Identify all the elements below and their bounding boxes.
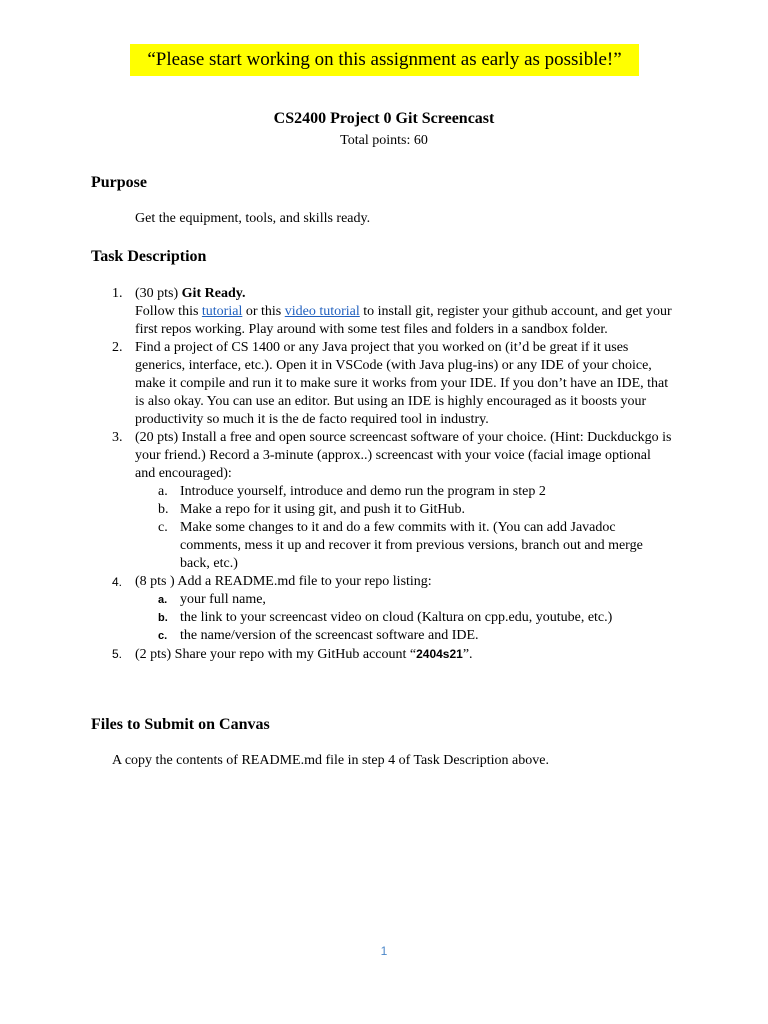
task-item-4	[112, 573, 672, 645]
subtask-item	[135, 591, 672, 609]
github-handle: 2404s21	[416, 647, 463, 661]
task-text: (2 pts) Share your repo with my GitHub account “	[135, 647, 417, 662]
task-item-5	[112, 645, 672, 664]
files-heading: Files to Submit on Canvas	[91, 716, 270, 733]
subtask-text: Introduce yourself, introduce and demo run the program in step 2	[180, 484, 546, 499]
tutorial-link[interactable]: tutorial	[201, 304, 243, 319]
page-number: 1	[380, 944, 388, 958]
task-number: 5.	[112, 647, 123, 661]
task-item-2	[112, 339, 672, 429]
subtask-item	[135, 627, 672, 645]
task-text: Follow this	[135, 304, 202, 319]
subtask-item	[135, 609, 672, 627]
page-title: CS2400 Project 0 Git Screencast	[273, 110, 495, 127]
task-number: 3.	[112, 430, 123, 445]
task-number: 4.	[112, 575, 123, 589]
task-text: to install git, register your github account, and get your first repos working. Play around with some test files and folders in a sandbox folder.	[135, 304, 672, 337]
subtask-text: the link to your screencast video on cloud (Kaltura on cpp.edu, youtube, etc.)	[180, 610, 613, 625]
task-text: (20 pts) Install a free and open source screencast software of your choice. (Hint: Duckduckgo is your friend.) Record a 3-minute (approx..) screencast with your voice (facial image optional and encouraged):	[135, 430, 672, 481]
total-points: Total points: 60	[340, 133, 428, 148]
task-number: 2.	[112, 340, 123, 355]
task-text: (8 pts ) Add a README.md file to your repo listing:	[135, 574, 432, 589]
task-text: Find a project of CS 1400 or any Java project that you worked on (it’d be great if it uses generics, interface, etc.). Open it in VSCode (with Java plug-ins) or any IDE of your choice, make it compile and run it to make sure it works from your IDE. If you don’t have an IDE, that is also okay. You can use an editor. But using an IDE is highly encouraged as it boosts your productivity so much it is the de facto required tool in industry.	[135, 340, 669, 427]
subtask-text: the name/version of the screencast software and IDE.	[180, 628, 479, 643]
task-points: (30 pts)	[135, 286, 182, 301]
video-tutorial-link[interactable]: video tutorial	[284, 304, 360, 319]
task-item-1	[112, 285, 672, 339]
purpose-text: Get the equipment, tools, and skills ready.	[135, 211, 371, 226]
task-text: or this	[242, 304, 285, 319]
task-description-heading: Task Description	[91, 248, 207, 265]
subtask-item	[135, 519, 672, 573]
task-item-3	[112, 429, 672, 573]
subtask-text: Make a repo for it using git, and push it to GitHub.	[180, 502, 466, 517]
subtask-item	[135, 483, 672, 501]
subtask-letter: c.	[158, 630, 168, 642]
subtask-text: your full name,	[180, 592, 266, 607]
subtask-letter: c.	[158, 520, 168, 535]
task-list	[112, 285, 672, 664]
task-bold-title: Git Ready.	[181, 286, 246, 301]
subtask-letter: a.	[158, 484, 168, 499]
subtask-text: Make some changes to it and do a few commits with it. (You can add Javadoc comments, mess it up and recover it from previous versions, branch out and merge back, etc.)	[180, 520, 643, 571]
task-text: ”.	[462, 647, 473, 662]
subtask-letter: a.	[158, 594, 168, 606]
files-text: A copy the contents of README.md file in step 4 of Task Description above.	[112, 753, 549, 768]
early-start-banner: “Please start working on this assignment as early as possible!”	[130, 44, 639, 76]
subtask-letter: b.	[158, 502, 169, 517]
task-number: 1.	[112, 286, 123, 301]
subtask-letter: b.	[158, 612, 168, 624]
subtask-item	[135, 501, 672, 519]
purpose-heading: Purpose	[91, 174, 147, 191]
